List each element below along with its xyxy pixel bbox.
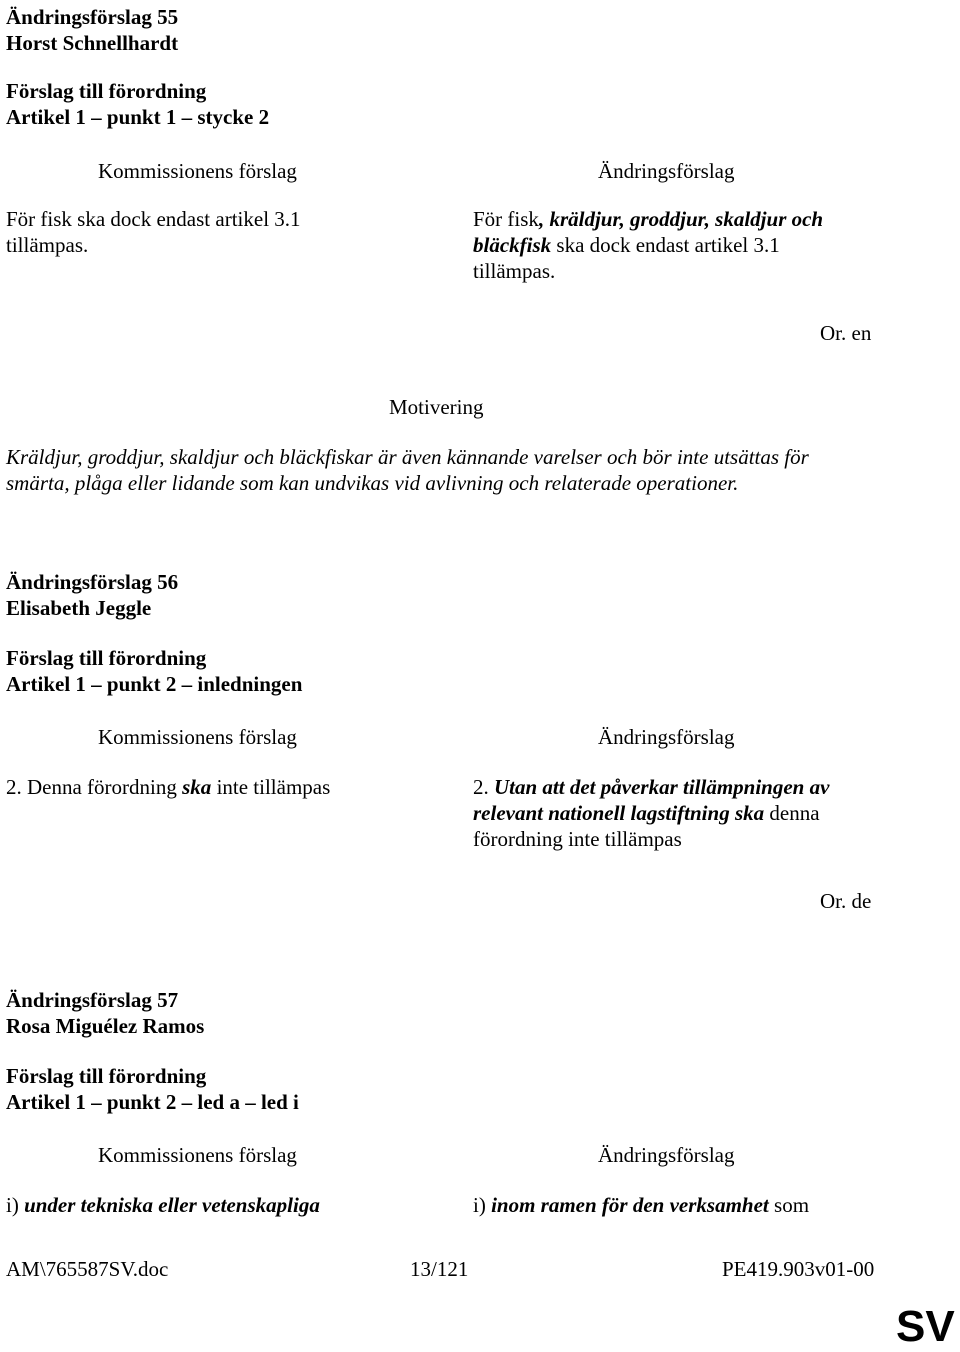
column-header-amendment: Ändringsförslag bbox=[598, 159, 735, 183]
text-plain: 2. Denna förordning bbox=[6, 775, 183, 799]
text-plain: som bbox=[768, 1193, 810, 1217]
text-line: förordning inte tillämpas bbox=[473, 827, 682, 851]
column-header-amendment: Ändringsförslag bbox=[598, 725, 735, 749]
original-language: Or. en bbox=[820, 321, 872, 345]
proposal-title: Förslag till förordning bbox=[6, 646, 207, 670]
text-line: tillämpas. bbox=[473, 259, 556, 283]
footer-doc-ref: AM\765587SV.doc bbox=[6, 1257, 169, 1281]
column-header-commission: Kommissionens förslag bbox=[98, 159, 297, 183]
text-plain: För fisk bbox=[473, 207, 539, 231]
proposal-title: Förslag till förordning bbox=[6, 1064, 207, 1088]
proposal-title: Förslag till förordning bbox=[6, 79, 207, 103]
text-line bbox=[473, 206, 823, 232]
text-line bbox=[473, 232, 823, 258]
text-line bbox=[473, 800, 829, 826]
commission-text bbox=[6, 774, 330, 800]
amendment-text bbox=[473, 206, 823, 284]
text-plain: denna bbox=[764, 801, 820, 825]
text-plain: 2. bbox=[473, 775, 494, 799]
text-plain: i) bbox=[6, 1193, 25, 1217]
amendment-heading: Ändringsförslag 55 bbox=[6, 5, 179, 29]
language-badge: SV bbox=[896, 1302, 955, 1351]
text-line bbox=[473, 774, 829, 800]
text-plain: inte tillämpas bbox=[211, 775, 331, 799]
text-plain: ska dock endast artikel 3.1 bbox=[551, 233, 780, 257]
text-emphasis: under tekniska eller vetenskapliga bbox=[24, 1193, 320, 1217]
commission-text bbox=[6, 206, 301, 258]
amendment-author: Elisabeth Jeggle bbox=[6, 596, 152, 620]
justification-text: Kräldjur, groddjur, skaldjur och bläckfiskar är även kännande varelser och bör inte utsättas för smärta, plåga eller lidande som kan undvikas vid avlivning och relaterade operationer. bbox=[6, 445, 809, 495]
text-emphasis: ska bbox=[182, 775, 212, 799]
original-language: Or. de bbox=[820, 889, 872, 913]
text-emphasis: Utan att det påverkar tillämpningen av bbox=[494, 775, 830, 799]
article-reference: Artikel 1 – punkt 2 – inledningen bbox=[6, 672, 303, 696]
column-header-amendment: Ändringsförslag bbox=[598, 1143, 735, 1167]
text-emphasis: inom ramen för den verksamhet bbox=[491, 1193, 769, 1217]
article-reference: Artikel 1 – punkt 1 – stycke 2 bbox=[6, 105, 270, 129]
amendment-heading: Ändringsförslag 57 bbox=[6, 988, 179, 1012]
article-reference: Artikel 1 – punkt 2 – led a – led i bbox=[6, 1090, 299, 1114]
amendment-heading: Ändringsförslag 56 bbox=[6, 570, 179, 594]
amendment-author: Rosa Miguélez Ramos bbox=[6, 1014, 205, 1038]
amendment-text bbox=[473, 1192, 809, 1218]
text-emphasis: bläckfisk bbox=[473, 233, 552, 257]
text-emphasis: , kräldjur, groddjur, skaldjur och bbox=[538, 207, 824, 231]
text-line: tillämpas. bbox=[6, 233, 89, 257]
text-plain: i) bbox=[473, 1193, 492, 1217]
column-header-commission: Kommissionens förslag bbox=[98, 725, 297, 749]
text-emphasis: relevant nationell lagstiftning ska bbox=[473, 801, 765, 825]
amendment-text bbox=[473, 774, 829, 852]
text-line: För fisk ska dock endast artikel 3.1 bbox=[6, 207, 301, 231]
amendment-author: Horst Schnellhardt bbox=[6, 31, 179, 55]
footer-page-number: 13/121 bbox=[410, 1257, 469, 1281]
column-header-commission: Kommissionens förslag bbox=[98, 1143, 297, 1167]
commission-text bbox=[6, 1192, 320, 1218]
footer-pe-ref: PE419.903v01-00 bbox=[722, 1257, 875, 1281]
justification-label: Motivering bbox=[389, 395, 484, 419]
